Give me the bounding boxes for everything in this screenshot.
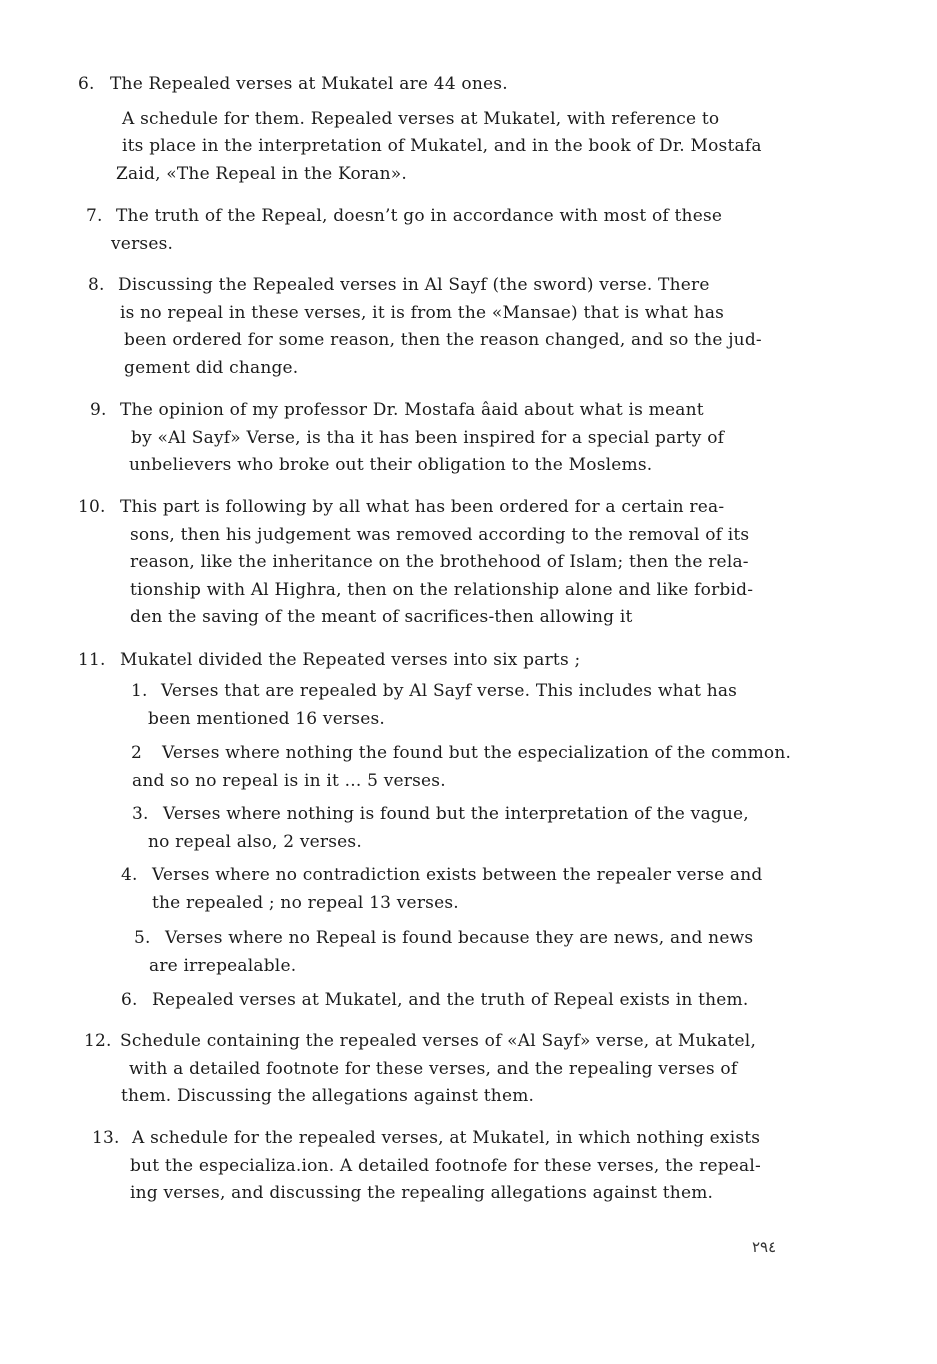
list-item [92, 1125, 761, 1208]
item-line: unbelievers who broke out their obligation to the Moslems. [129, 455, 653, 475]
item-line: reason, like the inheritance on the brothehood of Islam; then the rela- [130, 552, 749, 572]
item-line: gement did change. [124, 357, 299, 378]
sub-list-item [134, 925, 753, 980]
sub-item-line: Verses where no contradiction exists between the repealer verse and [152, 865, 763, 885]
item-line: A schedule for them. Repealed verses at Mukatel, with reference to [122, 108, 720, 129]
list-item [88, 272, 762, 382]
item-line: Discussing the Repealed verses in Al Sayf (the sword) verse. There [118, 275, 710, 295]
sub-list-item [121, 987, 748, 1015]
sub-item-number: 5. [134, 928, 151, 948]
item-number: 10. [78, 497, 106, 517]
item-number: 8. [88, 275, 105, 295]
sub-item-line: no repeal also, 2 verses. [148, 831, 362, 852]
sub-item-number: 2 [131, 743, 143, 763]
item-line: The opinion of my professor Dr. Mostafa âaid about what is meant [120, 400, 704, 420]
item-line: This part is following by all what has been ordered for a certain rea- [120, 497, 725, 517]
sub-item-line: been mentioned 16 verses. [148, 708, 386, 729]
list-item [78, 71, 762, 188]
item-line: den the saving of the meant of sacrifices-then allowing it [130, 607, 633, 627]
list-item [78, 494, 753, 632]
sub-item-line: the repealed ; no repeal 13 verses. [152, 892, 459, 913]
list-item [78, 647, 580, 675]
sub-item-line: and so no repeal is in it ... 5 verses. [132, 770, 446, 791]
sub-item-line: Verses that are repealed by Al Sayf verse. This includes what has [161, 681, 738, 701]
sub-item-line: Verses where nothing the found but the especialization of the common. [162, 743, 792, 763]
item-line: A schedule for the repealed verses, at Mukatel, in which nothing exists [132, 1128, 761, 1148]
sub-item-line: Verses where nothing is found but the interpretation of the vague, [163, 804, 749, 824]
sub-item-number: 4. [121, 865, 138, 885]
sub-item-line: are irrepealable. [149, 955, 297, 976]
item-line: ing verses, and discussing the repealing allegations against them. [130, 1183, 714, 1203]
sub-item-number: 6. [121, 990, 138, 1010]
item-line: by «Al Sayf» Verse, is tha it has been inspired for a special party of [131, 427, 725, 448]
item-line: Mukatel divided the Repeated verses into six parts ; [120, 650, 581, 670]
item-line: Schedule containing the repealed verses of «Al Sayf» verse, at Mukatel, [120, 1031, 757, 1051]
item-line: is no repeal in these verses, it is from the «Mansae) that is what has [120, 302, 725, 323]
sub-list-item [132, 801, 749, 856]
item-line: The Repealed verses at Mukatel are 44 ones. [110, 74, 508, 94]
item-line: been ordered for some reason, then the reason changed, and so the jud- [124, 330, 762, 350]
item-line: them. Discussing the allegations against them. [121, 1086, 535, 1106]
item-number: 12. [84, 1031, 112, 1051]
item-line: Zaid, «The Repeal in the Koran». [116, 163, 407, 184]
list-item [84, 1028, 756, 1111]
item-line: verses. [111, 233, 174, 254]
item-line: sons, then his judgement was removed according to the removal of its [130, 524, 750, 545]
item-line: tionship with Al Highra, then on the relationship alone and like forbid- [130, 579, 754, 600]
sub-list-item [131, 740, 791, 795]
item-line: but the especializa.ion. A detailed footnofe for these verses, the repeal- [130, 1155, 761, 1176]
sub-list-item [121, 862, 763, 917]
sub-item-line: Verses where no Repeal is found because they are news, and news [165, 928, 754, 948]
sub-item-line: Repealed verses at Mukatel, and the truth of Repeal exists in them. [152, 990, 749, 1010]
page-number: ٢٩٤ [752, 1238, 777, 1256]
item-number: 11. [78, 650, 106, 670]
item-number: 9. [90, 400, 107, 420]
item-number: 6. [78, 74, 95, 94]
sub-list-item [131, 678, 737, 733]
list-item [90, 397, 724, 480]
sub-item-number: 1. [131, 681, 148, 701]
list-item [86, 203, 722, 258]
item-line: The truth of the Repeal, doesn’t go in accordance with most of these [116, 206, 723, 226]
item-number: 13. [92, 1128, 120, 1148]
item-line: its place in the interpretation of Mukatel, and in the book of Dr. Mostafa [122, 136, 762, 156]
item-line: with a detailed footnote for these verses, and the repealing verses of [129, 1058, 738, 1079]
item-number: 7. [86, 206, 103, 226]
sub-item-number: 3. [132, 804, 149, 824]
